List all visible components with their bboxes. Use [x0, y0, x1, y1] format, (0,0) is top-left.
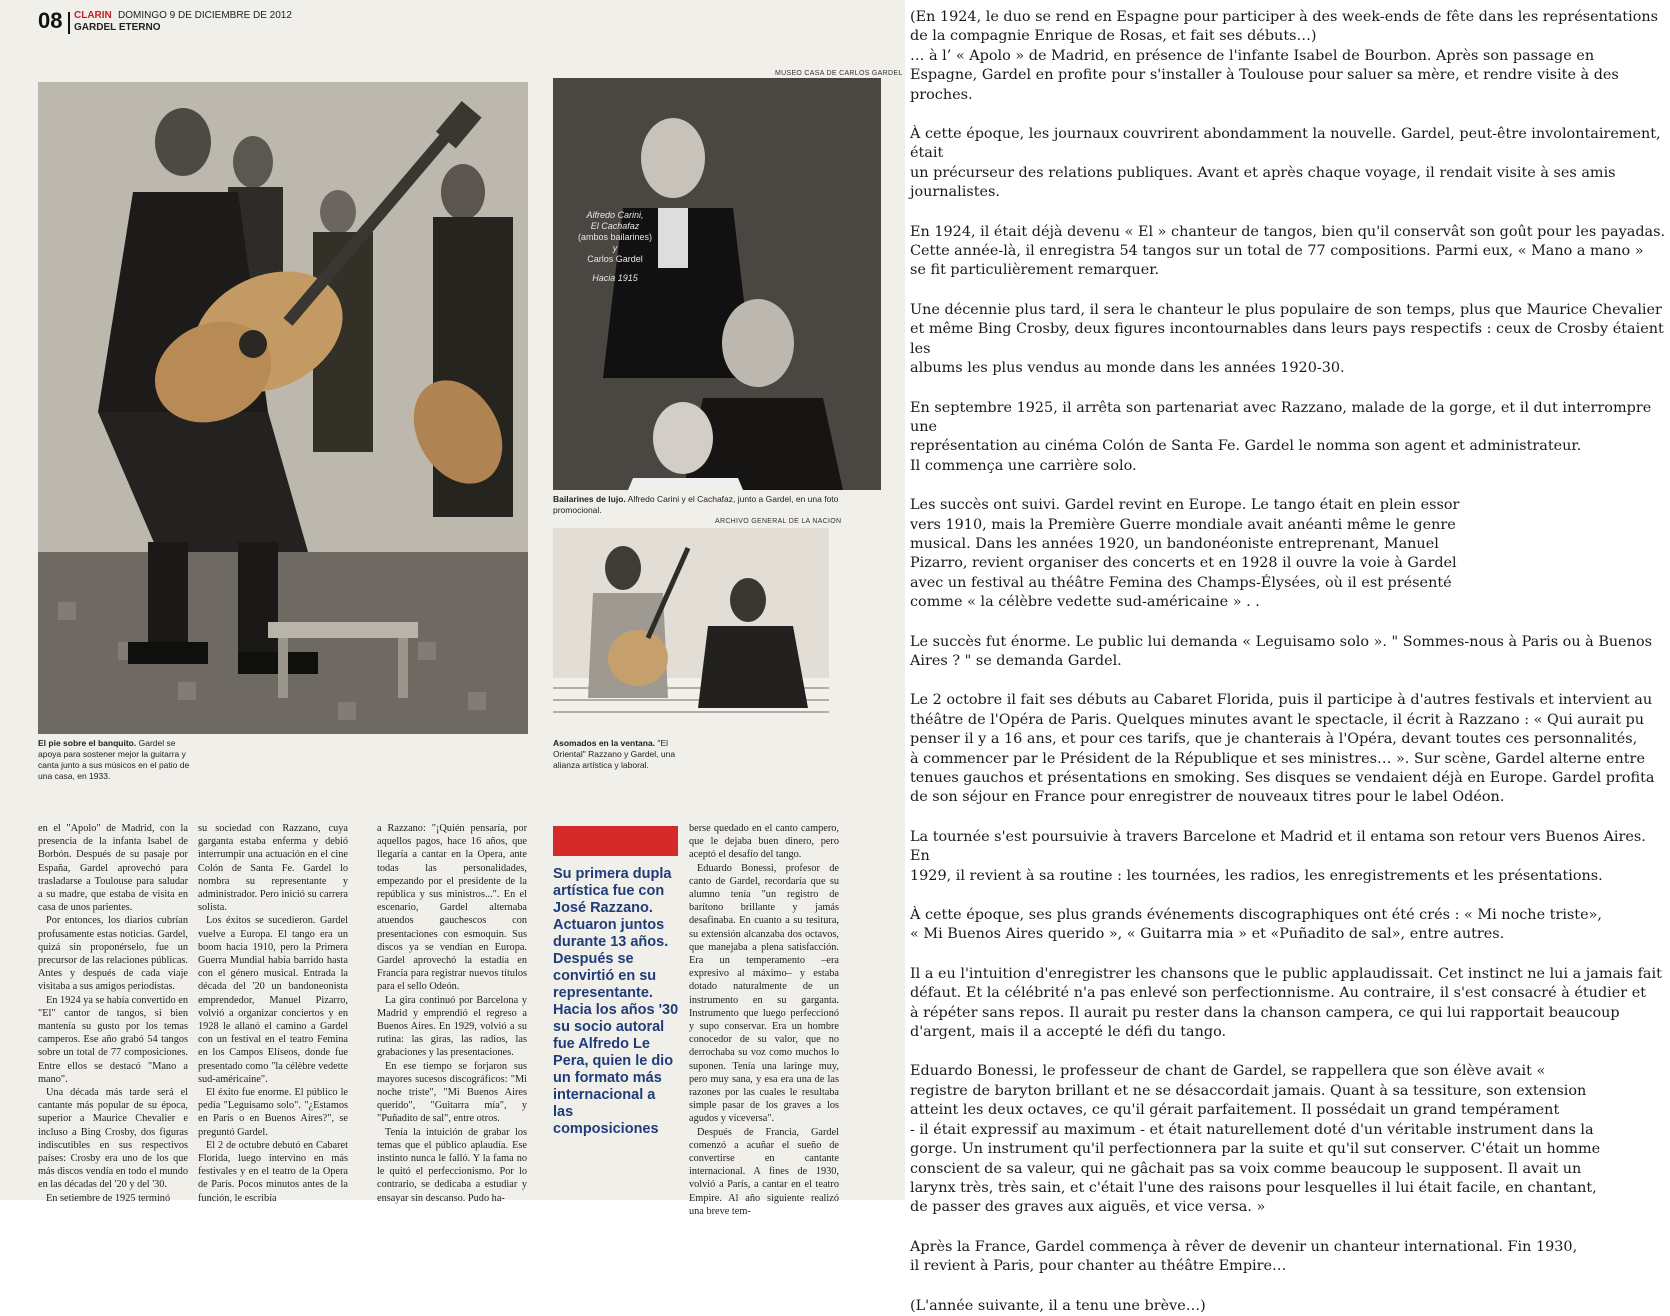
translation-paragraph: Après la France, Gardel commença à rêver de devenir un chanteur international. Fin 1930, il revient à Paris, pour chanter au théâtre Empire…: [910, 1238, 1578, 1275]
translation-paragraph: À cette époque, ses plus grands événements discographiques ont été crés : « Mi noche triste», « Mi Buenos Aires querido », « Guitarra mia » et «Puñadito de sal», entre autres.: [910, 907, 1602, 943]
column-2-paragraph: El 2 de octubre debutó en Cabaret Florida, luego intervino en más festivales y en el teatro de la Opera de París. Pocos minutos antes de la función, le escribía: [198, 1139, 348, 1204]
column-2-paragraph: su sociedad con Razzano, cuya garganta estaba enferma y debió interrumpir una actuación en el cine Colón de Santa Fe. Gardel lo nombra su representante y administrador. Pero inició su carrera solista.: [198, 823, 348, 914]
pull-quote: [553, 826, 679, 1137]
translation-paragraph: (En 1924, le duo se rend en Espagne pour participer à des week-ends de fête dans les représentations de la compagnie Enrique de Rosas, et fait ses débuts…) … à l’ « Apolo » de Madrid, en présence de l'infante Isabel de Bourbon. Après son passage en Espagne, Gardel en profite pour s'installer à Toulouse pour saluer sa mère, et rendre visite à des proches.: [910, 9, 1659, 103]
dancers-photo: [553, 78, 881, 490]
section-title: GARDEL ETERNO: [74, 22, 161, 33]
dancers-photo-overlay-caption: [560, 210, 670, 284]
caption-main-photo: [38, 738, 198, 782]
article-column-3: [377, 822, 527, 1204]
column-3-paragraph: Tenía la intuición de grabar los temas que el público aplaudía. Ese instinto nunca le falló. Y la fama no le quitó el perfeccionismo. Por lo contrario, se dedicaba a estudiar y ensayar sin descanso. Pudo ha-: [377, 1126, 527, 1204]
pull-quote-red-bar: [553, 826, 678, 856]
column-2-paragraph: El éxito fue enorme. El público le pedía "Leguisamo solo". "¿Estamos en París o en Buenos Aires?", se preguntó Gardel.: [198, 1087, 348, 1138]
photo-credit-top: MUSEO CASA DE CARLOS GARDEL: [775, 70, 903, 77]
newspaper-date: DOMINGO 9 DE DICIEMBRE DE 2012: [118, 10, 292, 21]
caption-main-title: El pie sobre el banquito.: [38, 738, 137, 748]
column-3-paragraph: La gira continuó por Barcelona y Madrid y emprendió el regreso a Buenos Aires. En 1929, volvió a su rutina: las giras, las radios, las grabaciones y las presentaciones.: [377, 994, 527, 1059]
column-4-paragraph: Después de Francia, Gardel comenzó a acuñar el sueño de convertirse en cantante internacional. A fines de 1930, volvió a París, a cantar en el teatro Empire. Al año siguiente realizó una breve tem-: [689, 1126, 839, 1217]
article-column-1: [38, 822, 188, 1204]
translation-paragraph: Le 2 octobre il fait ses débuts au Cabaret Florida, puis il participe à d'autres festivals et intervient au théâtre de l'Opéra de Paris. Quelques minutes avant le spectacle, il écrit à Razzano : « Qui aurait pu penser il y a 16 ans, et pour ces tarifs, que je chanterais à l'Opéra, devant toutes ces personnalités, à commencer par le Président de la République et ses ministres… ». Sur scène, Gardel alterne entre tenues gauchos et présentations en smoking. Ses disques se vendaient déjà en Europe. Gardel profita de son séjour en France pour enregistrer de nouveaux titres pour le label Odéon.: [910, 692, 1655, 806]
caption-bottom-title: Asomados en la ventana.: [553, 738, 656, 748]
header-divider: [68, 12, 70, 34]
overlay-line-3: (ambos bailarines): [577, 232, 653, 242]
window-photo: [553, 528, 829, 724]
column-1-paragraph: Por entonces, los diarios cubrían profusamente estas noticias. Gardel, quizá sin proponérselo, fue un precursor de las relaciones públicas. Antes y después de cada viaje visitaba a sus amigos periodistas.: [38, 915, 188, 993]
overlay-line-2: El Cachafaz: [590, 221, 640, 231]
translation-paragraph: Une décennie plus tard, il sera le chanteur le plus populaire de son temps, plus que Maurice Chevalier et même Bing Crosby, deux figures incontournables dans leurs pays respectifs : ceux de Crosby étaient les albums les plus vendus au monde dans les années 1920-30.: [910, 301, 1664, 377]
overlay-line-6: Hacia 1915: [592, 273, 638, 283]
translation-paragraph: Les succès ont suivi. Gardel revint en Europe. Le tango était en plein essor vers 1910, mais la Première Guerre mondiale avait anéanti même le genre musical. Dans les années 1920, un bandonéoniste entreprenant, Manuel Pizarro, revient organiser des concerts et en 1928 il ouvre la voie à Gardel avec un festival au théâtre Femina des Champs-Élysées, où il est présenté comme « la célèbre vedette sud-américaine » . .: [910, 497, 1460, 611]
caption-window-photo: [553, 738, 703, 771]
translation-paragraph: Il a eu l'intuition d'enregistrer les chansons que le public applaudissait. Cet instinct ne lui a jamais fait défaut. Et la célébrité n'a pas enlevé son perfectionnisme. Au contraire, il s'est consacré à étudier et à répéter sans repos. Il aurait pu rester dans la chanson campera, ce qui lui rapportait beaucoup d'argent, mais il a accepté le défi du tango.: [910, 965, 1662, 1041]
column-2-paragraph: Los éxitos se sucedieron. Gardel vuelve a Europa. El tango era un boom hacia 1910, pero la Primera Guerra Mundial había barrido hasta con el género musical. Entrada la década del '20 un bandoneonista emprendedor, Manuel Pizarro, volvió a organizar conciertos y en 1928 le allanó el camino a Gardel con un festival en el teatro Femina en los Campos Elíseos, donde fue presentado como "la célèbre vedette sud-américaine".: [198, 915, 348, 1085]
column-1-paragraph: En setiembre de 1925 terminó: [46, 1192, 171, 1204]
column-3-paragraph: a Razzano: "¡Quién pensaría, por aquellos pagos, hace 16 años, que llegaría a cantar en la Opera, ante todas las personalidades, empezando por el presidente de la república y sus ministros...". En el escenario, Gardel alternaba atuendos gauchescos con presentaciones con esmoquin. Sus discos ya se vendían en Europa. Gardel aprovechó la estadía en Francia para registrar nuevos títulos para el sello Odeón.: [377, 823, 527, 993]
caption-dancers-photo: [553, 494, 883, 516]
column-1-paragraph: en el "Apolo" de Madrid, con la presencia de la infanta Isabel de Borbón. Después de su pasaje por España, Gardel aprovechó para trasladarse a Toulouse para saludar a su madre, que estaba de visita en casa de unos parientes.: [38, 823, 188, 914]
translation-paragraph: À cette époque, les journaux couvrirent abondamment la nouvelle. Gardel, peut-être involontairement, était un précurseur des relations publiques. Avant et après chaque voyage, il rendait visite à ses amis journalistes.: [910, 126, 1661, 201]
newspaper-brand: CLARIN: [74, 10, 112, 21]
article-column-4: [689, 822, 839, 1217]
column-1-paragraph: En 1924 ya se había convertido en "El" cantor de tangos, si bien mantenía su gusto por los temas camperos. Ese año grabó 54 tangos sobre un total de 77 composiciones. Entre ellos se destacó "Mano a mano".: [38, 994, 188, 1085]
translation-paragraph: Le succès fut énorme. Le public lui demanda « Leguisamo solo ». " Sommes-nous à Paris ou à Buenos Aires ? " se demanda Gardel.: [910, 633, 1653, 669]
translation-panel: [910, 8, 1666, 1314]
photo-credit-bottom: ARCHIVO GENERAL DE LA NACION: [715, 518, 842, 525]
column-1-paragraph: Una década más tarde será el cantante más popular de su época, superior a Maurice Chevalier e incluso a Bing Crosby, dos figuras indiscutibles en sus respectivos países: Crosby era uno de los que más discos vendía en todo el mundo en las décadas del '20 y del '30.: [38, 1087, 188, 1191]
caption-top-text: Alfredo Carini y el Cachafaz, junto a Gardel, en una foto promocional.: [553, 494, 839, 515]
dancers-photo-illustration: [553, 78, 881, 490]
article-column-2: [198, 822, 348, 1204]
column-4-paragraph: Eduardo Bonessi, profesor de canto de Gardel, recordaría que su alumno tenía "un registro de barítono brillante y jamás desafinaba. En cuanto a su tesitura, su extensión alcanzaba dos octavos, que manejaba a plena satisfacción. Era un temperamento –era expresivo al máximo– y estaba dotado naturalmente de un instrumento en su garganta. Instrumento que luego perfeccionó y supo conservar. Era un hombre conocedor de su valor, que no derrochaba su voz como muchos lo suponen. Tenía una laringe muy, pero muy sana, y esa era una de las razones por las cuales le resultaba simple pasar de los graves a los agudos y viceversa".: [689, 862, 839, 1125]
translation-paragraph: En 1924, il était déjà devenu « El » chanteur de tangos, bien qu'il conservât son goût pour les payadas. Cette année-là, il enregistra 54 tangos sur un total de 77 compositions. Parmi eux, « Mano a mano » se fit particulièrement remarquer.: [910, 223, 1666, 279]
translation-note: (L'année suivante, il a tenu une brève…): [910, 1297, 1206, 1314]
caption-main-text: Gardel se apoya para sostener mejor la guitarra y canta junto a sus músicos en el patio de una casa, en 1933.: [38, 738, 190, 781]
translation-paragraph: La tournée s'est poursuivie à travers Barcelone et Madrid et il entama son retour vers Buenos Aires. En 1929, il revient à sa routine : les tournées, les radios, les enregistrements et les présentations.: [910, 828, 1646, 884]
overlay-line-1: Alfredo Carini,: [586, 210, 644, 220]
pull-quote-text: Su primera dupla artística fue con José Razzano. Actuaron juntos durante 13 años. Después se convirtió en su representante. Hacia los años '30 su socio autoral fue Alfredo Le Pera, quien le dio un formato más internacional a las composiciones: [553, 866, 679, 1137]
page-number: 08: [38, 8, 63, 33]
caption-bottom-text: "El Oriental" Razzano y Gardel, una alianza artística y laboral.: [553, 738, 676, 770]
overlay-line-4: y: [612, 243, 618, 253]
translation-paragraph: En septembre 1925, il arrêta son partenariat avec Razzano, malade de la gorge, et il dut interrompre une représentation au cinéma Colón de Santa Fe. Gardel le nomma son agent et administrateur. Il commença une carrière solo.: [910, 399, 1652, 474]
column-4-paragraph: berse quedado en el canto campero, que le dejaba buen dinero, pero aceptó el desafío del tango.: [689, 823, 839, 861]
translation-paragraph: Eduardo Bonessi, le professeur de chant de Gardel, se rappellera que son élève avait « registre de baryton brillant et ne se désaccordait jamais. Quant à sa tessiture, son extension atteint les deux octaves, ce qu'il gérait parfaitement. Il possédait un grand tempérament - il était expressif au maximum - et était naturellement doté d'un véritable instrument dans la gorge. Un instrument qu'il perfectionnera par la suite et qu'il sut conserver. C'était un homme conscient de sa valeur, qui ne gâchait pas sa voix comme beaucoup le supposent. Il avait un larynx très, très sain, et c'était l'une des raisons pour lesquelles il lui était facile, en chantant, de passer des graves aux aiguës, et vice versa. »: [910, 1063, 1601, 1216]
caption-top-title: Bailarines de lujo.: [553, 494, 626, 504]
main-photo: [38, 82, 528, 734]
window-photo-illustration: [553, 528, 829, 724]
overlay-line-5: Carlos Gardel: [587, 254, 643, 264]
column-3-paragraph: En ese tiempo se forjaron sus mayores sucesos discográficos: "Mi noche triste", "Mi Buenos Aires querido", "Guitarra mía", y "Puñadito de sal", entre otros.: [377, 1060, 527, 1125]
main-photo-illustration: [38, 82, 528, 734]
